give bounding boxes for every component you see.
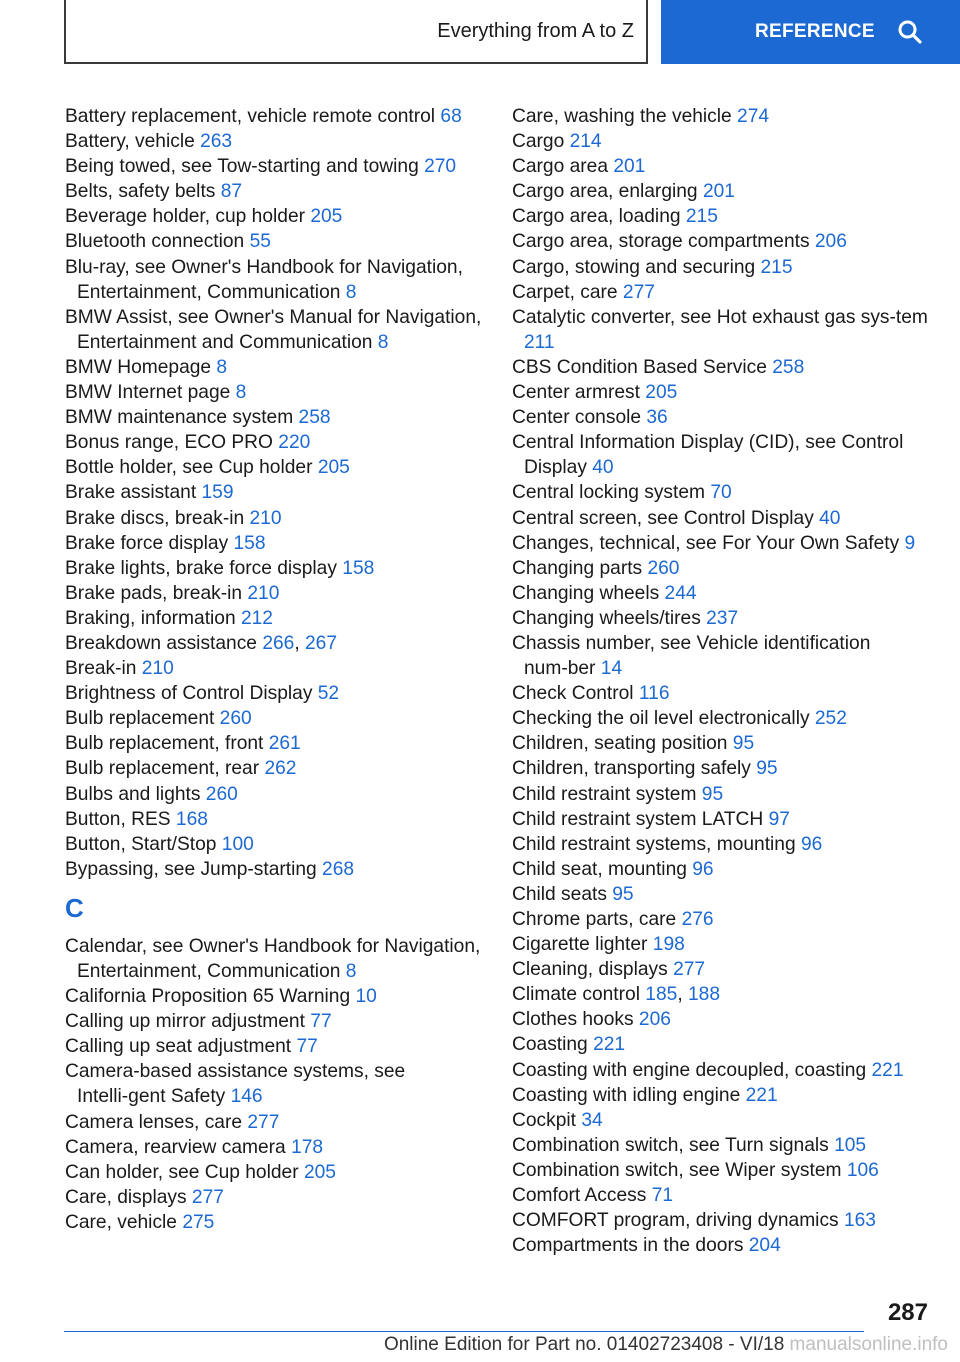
index-entry (512, 1133, 932, 1158)
page-reference-link[interactable]: 95 (756, 758, 778, 780)
page-reference-link[interactable]: 210 (141, 658, 174, 680)
page-reference-link[interactable]: 40 (592, 457, 614, 479)
index-entry-text: Breakdown assistance (65, 632, 263, 654)
index-entry-text: Checking the oil level electronically (512, 708, 815, 730)
page-reference-link[interactable]: 205 (310, 206, 343, 228)
index-entry (512, 255, 932, 280)
index-entry-text: Coasting with idling engine (512, 1084, 746, 1106)
page-reference-link[interactable]: 97 (768, 808, 790, 830)
page-reference-link[interactable]: 146 (230, 1086, 263, 1108)
index-entry-text: Cargo area (512, 156, 614, 178)
index-entry (512, 355, 932, 380)
page-reference-link[interactable]: 8 (216, 356, 228, 378)
index-entry-text: Bluetooth connection (65, 231, 250, 253)
index-entry-text: Children, transporting safely (512, 758, 757, 780)
page-reference-link[interactable]: 205 (303, 1161, 336, 1183)
index-entry (65, 380, 495, 405)
index-entry (512, 430, 932, 480)
index-entry-text: BMW Assist, see Owner's Manual for Navigation, Entertainment and Communication (65, 306, 482, 353)
page-reference-link[interactable]: 274 (737, 106, 770, 127)
index-entry-text: Bulbs and lights (65, 783, 206, 805)
page-reference-link[interactable]: 215 (760, 256, 793, 278)
page-reference-link[interactable]: 211 (524, 331, 555, 353)
page-reference-link[interactable]: 237 (706, 607, 739, 629)
index-entry-text: Changes, technical, see For Your Own Safety (512, 532, 905, 554)
index-entry-text: Children, seating position (512, 733, 733, 755)
page-reference-link[interactable]: 70 (710, 482, 732, 504)
page-reference-link[interactable]: 9 (904, 532, 916, 554)
index-entry-text: Cargo (512, 131, 570, 153)
page-reference-link[interactable]: 168 (175, 808, 208, 830)
index-entry (65, 556, 495, 581)
index-entry-text: COMFORT program, driving dynamics (512, 1210, 844, 1232)
page-reference-link[interactable]: 96 (692, 858, 714, 880)
index-entry (512, 1058, 932, 1083)
index-entry (512, 179, 932, 204)
index-entry-text: Cargo area, loading (512, 206, 686, 228)
index-entry-text: Brake pads, break-in (65, 582, 248, 604)
page-reference-link[interactable]: 258 (298, 407, 331, 429)
page-reference-link[interactable]: 258 (772, 356, 805, 378)
index-entry-text: Child seat, mounting (512, 858, 693, 880)
index-entry (512, 229, 932, 254)
index-entry-text: Cargo area, storage compartments (512, 231, 815, 253)
index-entry (65, 807, 495, 832)
index-entry-text: Comfort Access (512, 1185, 652, 1207)
page-reference-link[interactable]: 204 (748, 1235, 781, 1257)
page-reference-link[interactable]: 201 (613, 156, 646, 178)
index-entry-text: Calendar, see Owner's Handbook for Navigation, Entertainment, Communication (65, 935, 481, 982)
index-entry-text: Button, RES (65, 808, 176, 830)
index-entry (65, 455, 495, 480)
footer-edition: Online Edition for Part no. 01402723408 - VI/18 manualsonline.info (383, 1334, 948, 1355)
index-entry (512, 405, 932, 430)
index-entry-text: Child restraint systems, mounting (512, 833, 801, 855)
page-reference-link[interactable]: 95 (701, 783, 724, 805)
index-entry-text: Brightness of Control Display (65, 683, 318, 705)
index-entry-text: Brake lights, brake force display (65, 557, 343, 579)
index-entry-text: Brake assistant (65, 482, 202, 504)
index-entry-text: Clothes hooks (512, 1009, 639, 1031)
page-reference-link[interactable]: 221 (593, 1034, 626, 1056)
index-entry (512, 756, 932, 781)
index-entry (512, 1032, 932, 1057)
page-reference-link[interactable]: 221 (871, 1059, 904, 1081)
index-entry (65, 731, 495, 756)
search-icon[interactable] (897, 17, 927, 47)
footer-divider (64, 1331, 864, 1332)
index-entry (65, 1135, 495, 1160)
index-entry (512, 1083, 932, 1108)
page-reference-link[interactable]: 105 (834, 1134, 867, 1156)
index-entry (65, 154, 495, 179)
index-entry-text: Central locking system (512, 482, 711, 504)
page-reference-link[interactable]: 260 (205, 783, 238, 805)
index-entry (512, 907, 932, 932)
index-entry (512, 556, 932, 581)
index-entry (512, 1233, 932, 1258)
index-entry-text: Button, Start/Stop (65, 833, 222, 855)
index-entry (512, 832, 932, 857)
page-reference-link[interactable]: 206 (638, 1009, 671, 1031)
page-reference-link[interactable]: 188 (687, 984, 720, 1006)
page-reference-link[interactable]: 87 (220, 181, 243, 203)
page-reference-link[interactable]: 198 (652, 934, 685, 956)
index-entry-text: BMW Internet page (65, 382, 236, 404)
page-reference-link[interactable]: 261 (268, 733, 301, 755)
index-entry-text: Break-in (65, 658, 142, 680)
index-entry-text: Brake force display (65, 532, 234, 554)
page-reference-link[interactable]: 40 (819, 507, 841, 529)
index-entry-text: Child restraint system (512, 783, 702, 805)
page-reference-link[interactable]: 266 (262, 632, 295, 654)
index-entry (512, 857, 932, 882)
page-reference-link[interactable]: 210 (249, 507, 282, 529)
index-entry (65, 581, 495, 606)
index-entry-text: Bonus range, ECO PRO (65, 432, 279, 454)
page-reference-link[interactable]: 268 (322, 858, 355, 880)
index-entry-text: Center console (512, 407, 647, 429)
index-entry (65, 756, 495, 781)
index-entry-text: Combination switch, see Turn signals (512, 1134, 835, 1156)
index-entry-text: Camera, rearview camera (65, 1136, 292, 1158)
page-reference-link[interactable]: 178 (291, 1136, 324, 1158)
reference-tab-label: REFERENCE (755, 21, 875, 42)
index-entry-text: Cargo, stowing and securing (512, 256, 761, 278)
index-entry-text: Bulb replacement, rear (65, 758, 265, 780)
index-entry-text: Brake discs, break-in (65, 507, 250, 529)
index-entry-text: Cockpit (512, 1109, 582, 1131)
index-entry-text: Camera-based assistance systems, see Intelli‑gent Safety (65, 1061, 406, 1108)
page-reference-link[interactable]: 8 (345, 961, 357, 982)
page-reference-link[interactable]: 201 (702, 181, 735, 203)
index-entry (512, 882, 932, 907)
section-letter: C (65, 892, 84, 923)
index-entry-text: Changing wheels/tires (512, 607, 707, 629)
index-entry (65, 129, 495, 154)
index-entry (65, 782, 495, 807)
index-entry (65, 706, 495, 731)
page-reference-link[interactable]: 100 (221, 833, 254, 855)
page-reference-link[interactable]: 260 (647, 557, 680, 579)
index-entry-text: Blu-ray, see Owner's Handbook for Navigation, Entertainment, Communication (65, 256, 463, 303)
page-reference-link[interactable]: 205 (645, 382, 678, 404)
page-reference-link[interactable]: 221 (745, 1084, 778, 1106)
page-reference-link[interactable]: 34 (581, 1109, 603, 1131)
index-entry (512, 631, 932, 681)
index-entry-text: BMW maintenance system (65, 407, 299, 429)
index-entry (65, 506, 495, 531)
page-reference-link[interactable]: 95 (612, 883, 634, 905)
index-entry (65, 305, 495, 355)
index-entry (512, 932, 932, 957)
page-reference-link[interactable]: 212 (240, 607, 273, 629)
page-reference-link[interactable]: 52 (317, 683, 340, 705)
page-reference-link[interactable]: 270 (424, 156, 457, 178)
page-reference-link[interactable]: 8 (345, 281, 357, 303)
index-entry-text: Bulb replacement, front (65, 733, 269, 755)
index-entry-text: Center armrest (512, 382, 646, 404)
page-reference-link[interactable]: 276 (681, 909, 714, 930)
page-number: 287 (887, 1299, 928, 1326)
index-entry-text: Battery replacement, vehicle remote control (65, 106, 441, 127)
index-entry-text: Calling up seat adjustment (65, 1036, 297, 1058)
index-entry-text: Combination switch, see Wiper system (512, 1159, 847, 1181)
page-reference-link[interactable]: 159 (201, 482, 234, 504)
index-entry-text: Carpet, care (512, 281, 623, 303)
page-reference-link[interactable]: 8 (235, 382, 247, 404)
index-entry-text: Changing wheels (512, 582, 665, 604)
index-entry (65, 1210, 495, 1235)
index-entry-text: Belts, safety belts (65, 181, 221, 203)
page-reference-link[interactable]: 267 (305, 632, 338, 654)
index-entry-text: Catalytic converter, see Hot exhaust gas sys‑tem (512, 306, 928, 328)
index-entry-text: Cleaning, displays (512, 959, 674, 981)
index-entry (65, 984, 495, 1009)
reference-tab[interactable] (661, 0, 960, 64)
index-entry (512, 154, 932, 179)
page-reference-link[interactable]: 220 (278, 432, 311, 454)
index-entry (512, 807, 932, 832)
index-entry (65, 934, 495, 984)
index-entry (512, 581, 932, 606)
index-entry (512, 129, 932, 154)
index-entry (65, 1034, 495, 1059)
index-entry-text: Care, washing the vehicle (512, 106, 738, 127)
page-reference-link[interactable]: 277 (622, 281, 655, 303)
index-entry-text: BMW Homepage (65, 356, 217, 378)
index-entry-text: Calling up mirror adjustment (65, 1011, 311, 1033)
page-reference-link[interactable]: 36 (646, 407, 668, 429)
index-entry (512, 1158, 932, 1183)
index-entry (512, 305, 932, 355)
index-entry-text: Bottle holder, see Cup holder (65, 457, 318, 479)
index-entry (512, 280, 932, 305)
index-entry-text: Child seats (512, 883, 613, 905)
index-entry: Breakdown assistance 266, 267 (65, 632, 338, 654)
index-entry-text: Battery, vehicle (65, 131, 201, 153)
page-reference-link[interactable]: 277 (191, 1186, 224, 1208)
page-reference-link[interactable]: 14 (600, 658, 623, 680)
index-entry (65, 179, 495, 204)
page-reference-link[interactable]: 77 (296, 1036, 318, 1058)
index-entry (512, 681, 932, 706)
index-entry (65, 832, 495, 857)
page-reference-link[interactable]: 260 (219, 708, 252, 730)
page-reference-link[interactable]: 71 (651, 1185, 674, 1207)
index-entry-text: Chassis number, see Vehicle identification num‑ber (512, 632, 871, 680)
index-entry-text: Bypassing, see Jump-starting (65, 858, 323, 880)
section-header (64, 0, 648, 64)
index-entry-text: Check Control (512, 683, 639, 705)
index-entry-text: Camera lenses, care (65, 1111, 248, 1133)
index-entry (65, 1059, 495, 1109)
index-entry (65, 656, 495, 681)
index-entry-text: Coasting (512, 1034, 594, 1056)
page-reference-link[interactable]: 244 (664, 582, 697, 604)
page-reference-link[interactable]: 77 (310, 1011, 332, 1033)
index-entry (65, 255, 495, 305)
index-entry (512, 506, 932, 531)
index-entry-text: Coasting with engine decoupled, coasting (512, 1059, 872, 1081)
index-entry (512, 204, 932, 229)
index-entry (65, 1160, 495, 1185)
index-entry (512, 606, 932, 631)
index-entry (65, 1009, 495, 1034)
page-reference-link[interactable]: 277 (247, 1111, 280, 1133)
index-entry-text: Cargo area, enlarging (512, 181, 703, 203)
page-reference-link[interactable]: 158 (342, 557, 375, 579)
page-reference-link[interactable]: 68 (440, 106, 462, 127)
index-entry-text: Central Information Display (CID), see Control Display (512, 432, 904, 479)
index-entry-text: Changing parts (512, 557, 648, 579)
index-entry-text: Care, displays (65, 1186, 192, 1208)
index-entry (512, 731, 932, 756)
page-reference-link[interactable]: 277 (673, 959, 706, 981)
page-reference-link[interactable]: 252 (814, 708, 847, 730)
index-entry (65, 1185, 495, 1210)
page-reference-link[interactable]: 205 (317, 457, 350, 479)
index-entry (65, 355, 495, 380)
page-reference-link[interactable]: 185 (645, 984, 678, 1006)
index-column-left (65, 104, 495, 1235)
index-entry: Climate control 185, 188 (512, 984, 720, 1006)
page-reference-link[interactable]: 214 (569, 131, 602, 153)
index-entry (512, 1007, 932, 1032)
index-entry (65, 480, 495, 505)
index-entry-text: Child restraint system LATCH (512, 808, 769, 830)
page-reference-link[interactable]: 206 (814, 231, 847, 253)
index-entry-text: Bulb replacement (65, 708, 220, 730)
index-entry-text: Care, vehicle (65, 1211, 183, 1233)
index-entry (65, 681, 495, 706)
index-entry (65, 606, 495, 631)
page-reference-link[interactable]: 106 (846, 1159, 879, 1181)
index-entry (512, 480, 932, 505)
page-reference-link[interactable]: 96 (800, 833, 823, 855)
page-reference-link[interactable]: 275 (182, 1211, 215, 1233)
page-reference-link[interactable]: 116 (638, 683, 670, 705)
page-reference-link[interactable]: 210 (247, 582, 280, 604)
page-reference-link[interactable]: 55 (249, 231, 271, 253)
index-entry (512, 706, 932, 731)
index-entry (512, 380, 932, 405)
page-reference-link[interactable]: 263 (200, 131, 233, 153)
index-entry (65, 229, 495, 254)
index-entry (512, 1208, 932, 1233)
index-entry-text: Braking, information (65, 607, 241, 629)
page-reference-link[interactable]: 163 (843, 1210, 876, 1232)
page-reference-link[interactable]: 10 (355, 986, 377, 1008)
index-column-right (512, 104, 932, 1258)
index-entry-text: Compartments in the doors (512, 1235, 749, 1257)
index-entry (65, 405, 495, 430)
index-entry (512, 1108, 932, 1133)
index-entry (512, 531, 932, 556)
index-entry (512, 957, 932, 982)
index-entry-text: Cigarette lighter (512, 934, 653, 956)
index-entry (512, 782, 932, 807)
index-entry-text: Can holder, see Cup holder (65, 1161, 304, 1183)
page-reference-link[interactable]: 215 (685, 206, 718, 228)
page-reference-link[interactable]: 8 (377, 331, 389, 353)
index-entry (65, 857, 495, 882)
index-entry-text: Central screen, see Control Display (512, 507, 820, 529)
index-entry (65, 204, 495, 229)
index-entry (65, 1110, 495, 1135)
index-entry-text: Beverage holder, cup holder (65, 206, 311, 228)
page-reference-link[interactable]: 95 (732, 733, 755, 755)
index-entry-text: Climate control (512, 984, 646, 1006)
section-title: Everything from A to Z (437, 19, 634, 42)
page-reference-link[interactable]: 262 (264, 758, 297, 780)
index-entry (65, 531, 495, 556)
index-entry (512, 1183, 932, 1208)
index-entry-text: California Proposition 65 Warning (65, 986, 356, 1008)
index-entry-text: Being towed, see Tow-starting and towing (65, 156, 425, 178)
index-entry (512, 104, 932, 129)
page-reference-link[interactable]: 158 (233, 532, 266, 554)
index-entry-text: Chrome parts, care (512, 909, 682, 930)
index-entry (65, 430, 495, 455)
index-entry-text: CBS Condition Based Service (512, 356, 773, 378)
index-entry (65, 104, 495, 129)
